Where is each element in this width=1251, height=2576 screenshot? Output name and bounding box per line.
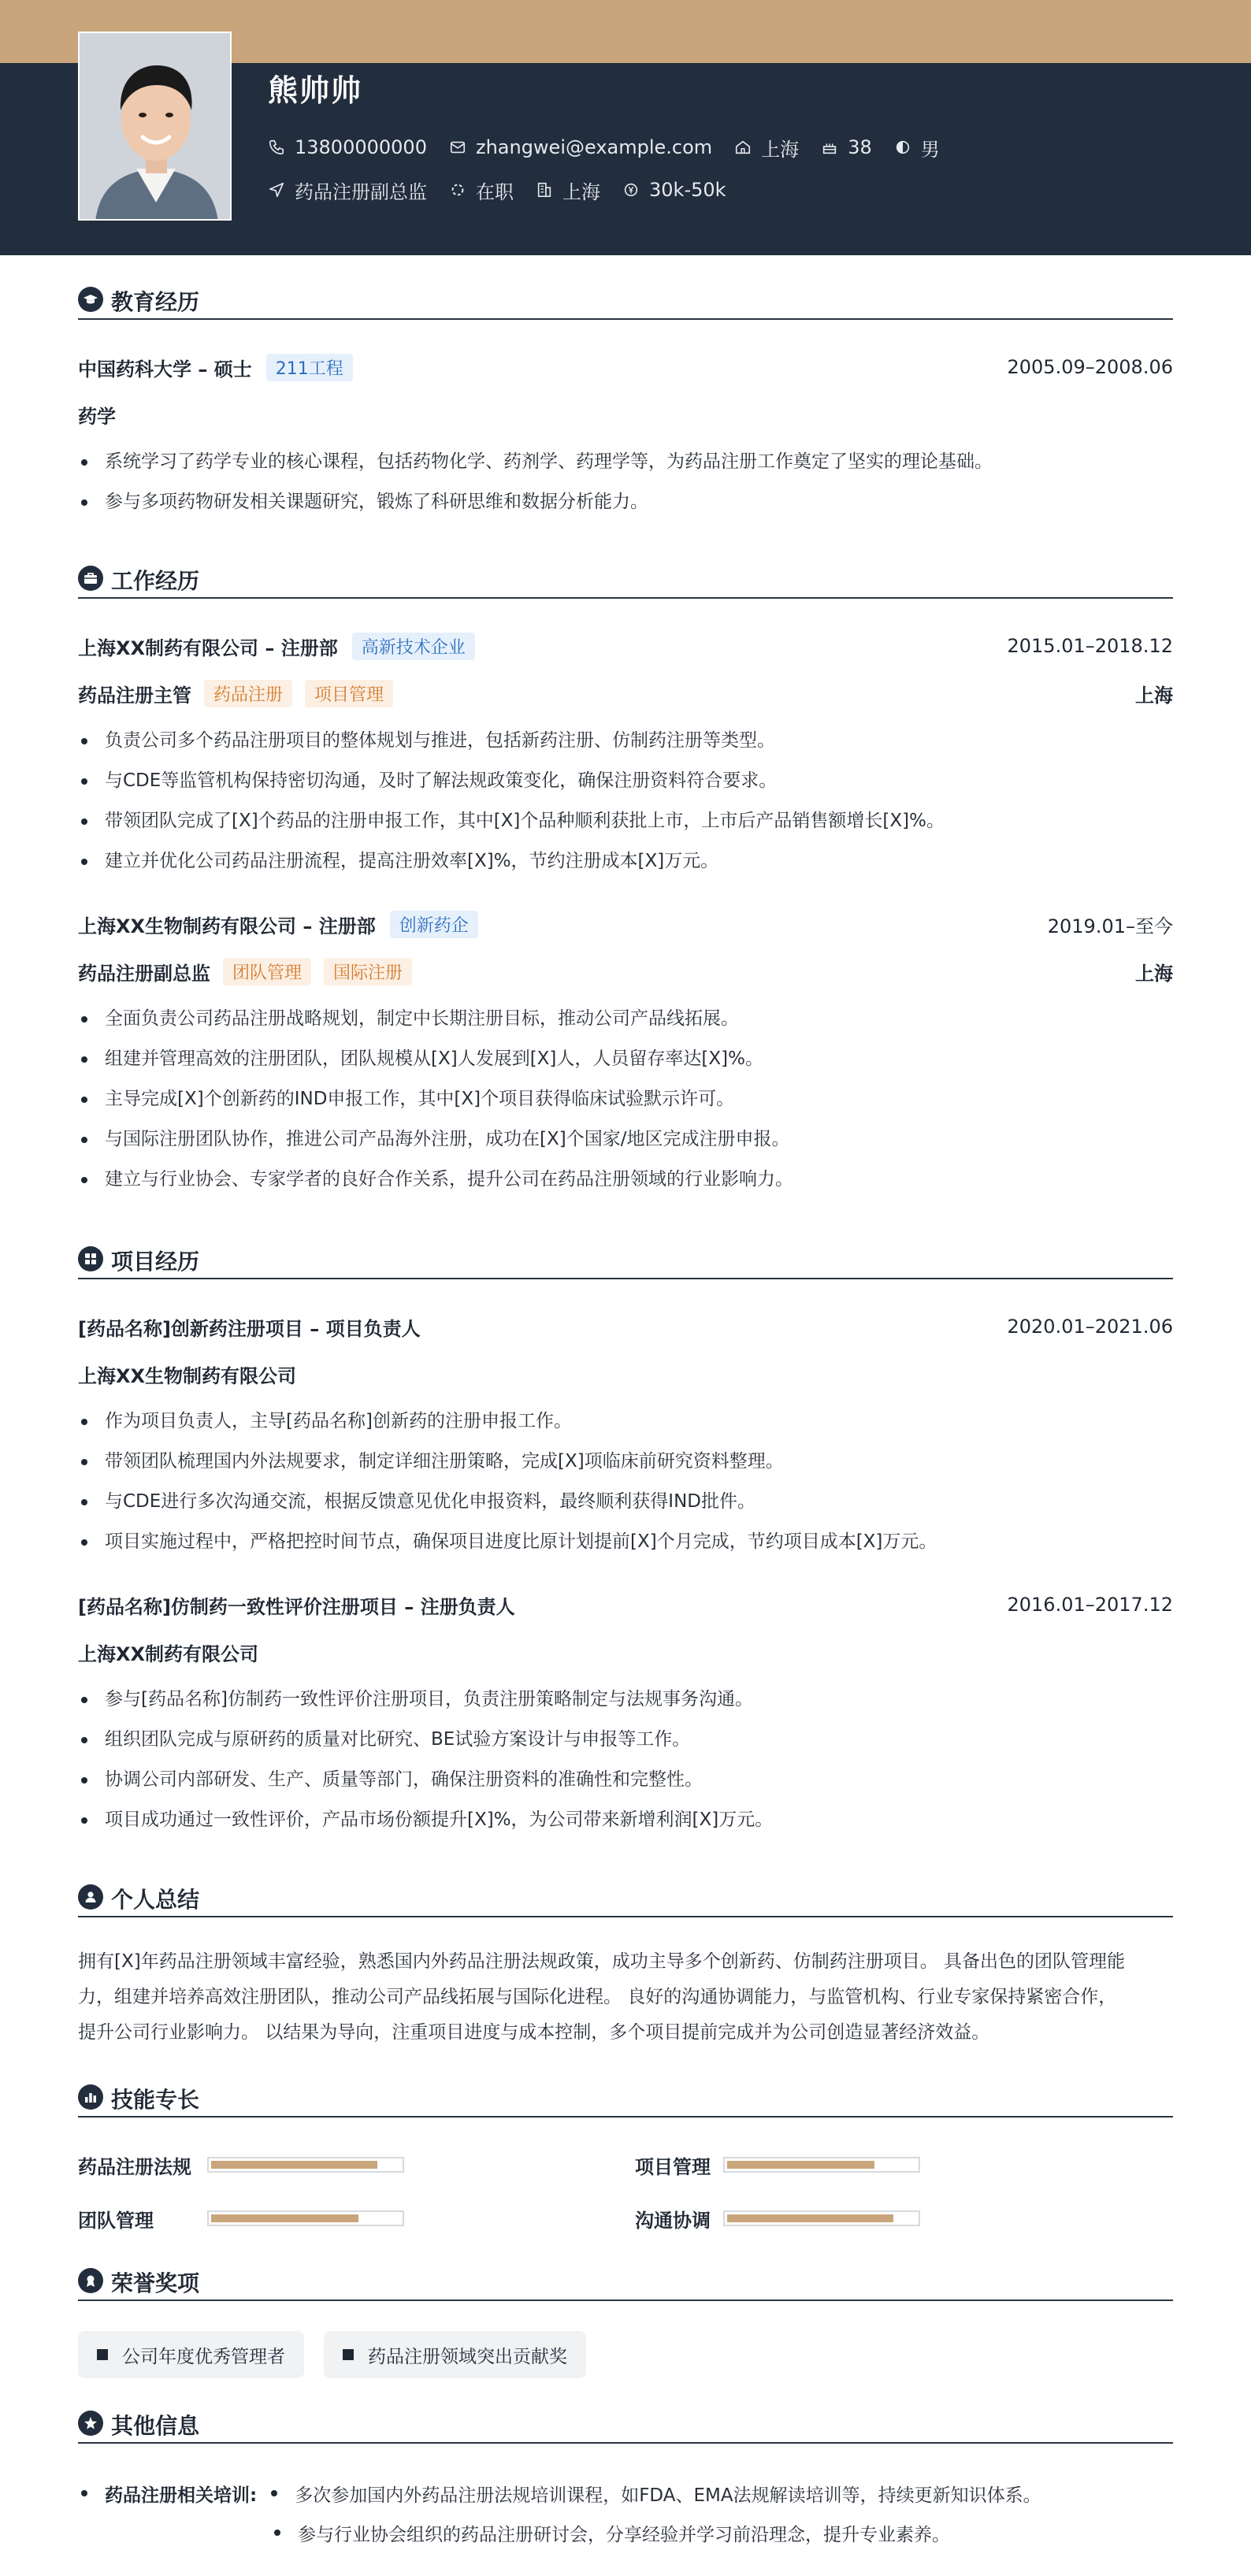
role-tag: 药品注册 <box>204 680 292 707</box>
other-item: 多次参加国内外药品注册法规培训课程，如FDA、EMA法规解读培训等，持续更新知识体系。 <box>295 2485 1041 2506</box>
graduation-cap-icon <box>78 287 103 312</box>
project-bullets <box>78 1680 1173 1840</box>
status-icon <box>449 181 466 199</box>
project-period: 2020.01–2021.06 <box>1007 1316 1173 1338</box>
education-header <box>78 282 1173 320</box>
phone-text: 13800000000 <box>295 136 427 158</box>
list-item: 协调公司内部研发、生产、质量等部门，确保注册资料的准确性和完整性。 <box>78 1760 1173 1800</box>
square-bullet-icon <box>97 2349 108 2360</box>
list-item: 项目实施过程中，严格把控时间节点，确保项目进度比原计划提前[X]个月完成，节约项目成本[X]万元。 <box>78 1522 1173 1562</box>
list-item: 与CDE等监管机构保持密切沟通，及时了解法规政策变化，确保注册资料符合要求。 <box>78 761 1173 801</box>
job-intent-row <box>268 176 726 203</box>
job-company-row <box>78 630 1173 662</box>
summary-header <box>78 1880 1173 1917</box>
company-tag: 高新技术企业 <box>352 633 475 660</box>
work-title: 工作经历 <box>111 568 200 594</box>
summary-text <box>78 1944 1173 2051</box>
contact-row <box>268 134 940 161</box>
award-item <box>324 2331 586 2378</box>
other-row <box>78 2474 1041 2513</box>
job-role: 药品注册主管 <box>78 684 191 707</box>
list-item: 带领团队梳理国内外法规要求，制定详细注册策略，完成[X]项临床前研究资料整理。 <box>78 1442 1173 1482</box>
job-period: 2015.01–2018.12 <box>1007 635 1173 657</box>
list-item: 作为项目负责人，主导[药品名称]创新药的注册申报工作。 <box>78 1401 1173 1442</box>
phone-info <box>268 136 427 158</box>
list-item: 负责公司多个药品注册项目的整体规划与推进，包括新药注册、仿制药注册等类型。 <box>78 721 1173 761</box>
target-city-info <box>536 176 600 204</box>
skill-bar-fill <box>727 2214 893 2222</box>
send-icon <box>268 181 285 199</box>
skill-name: 沟通协调 <box>635 2209 711 2232</box>
list-item: 全面负责公司药品注册战略规划，制定中长期注册目标，推动公司产品线拓展。 <box>78 999 1173 1039</box>
email-text: zhangwei@example.com <box>475 136 713 158</box>
list-item: 系统学习了药学专业的核心课程，包括药物化学、药剂学、药理学等，为药品注册工作奠定了坚实的理论基础。 <box>78 442 1173 482</box>
list-item: 与CDE进行多次沟通交流，根据反馈意见优化申报资料，最终顺利获得IND批件。 <box>78 1482 1173 1522</box>
summary-line: 力，组建并培养高效注册团队，推动公司产品线拓展与国际化进程。 良好的沟通协调能力，与监管机构、行业专家保持紧密合作， <box>78 1987 1117 2007</box>
project-company: 上海XX生物制药有限公司 <box>78 1364 297 1387</box>
summary-title: 个人总结 <box>111 1887 200 1913</box>
gender-icon <box>894 139 911 156</box>
grid-icon <box>78 1246 103 1271</box>
role-tag: 项目管理 <box>305 680 393 707</box>
bullet-dot <box>271 2490 277 2496</box>
skill-bar <box>207 2210 404 2226</box>
age-text: 38 <box>848 136 872 158</box>
job-company: 上海XX制药有限公司 – 注册部 <box>78 637 338 659</box>
list-item: 项目成功通过一致性评价，产品市场份额提升[X]%，为公司带来新增利润[X]万元。 <box>78 1800 1173 1840</box>
skill-bar-fill <box>727 2161 874 2169</box>
target-position-info <box>268 176 427 204</box>
job-company: 上海XX生物制药有限公司 – 注册部 <box>78 915 376 937</box>
list-item: 参与多项药物研发相关课题研究，锻炼了科研思维和数据分析能力。 <box>78 482 1173 522</box>
candidate-name: 熊帅帅 <box>268 73 363 108</box>
skill-name: 团队管理 <box>78 2209 154 2232</box>
projects-header <box>78 1242 1173 1279</box>
phone-icon <box>268 139 285 156</box>
skill-item <box>635 2203 920 2234</box>
status-info <box>449 176 514 204</box>
profile-photo <box>78 32 232 221</box>
hometown-info <box>734 134 799 161</box>
honors-list <box>78 2331 1173 2378</box>
status-text: 在职 <box>476 180 514 203</box>
award-item <box>78 2331 304 2378</box>
coin-icon <box>622 181 640 199</box>
cake-icon <box>821 139 838 156</box>
honors-header <box>78 2263 1173 2301</box>
skill-item <box>635 2149 920 2181</box>
gender-info <box>894 134 940 161</box>
skill-name: 药品注册法规 <box>78 2155 191 2178</box>
job-role-row <box>78 956 1173 987</box>
job-role: 药品注册副总监 <box>78 962 210 985</box>
job-bullets <box>78 721 1173 882</box>
other-item: 参与行业协会组织的药品注册研讨会，分享经验并学习前沿理念，提升专业素养。 <box>298 2524 950 2545</box>
skill-bar-fill <box>211 2161 377 2169</box>
project-bullets <box>78 1401 1173 1562</box>
skills-title: 技能专长 <box>111 2087 200 2113</box>
building-icon <box>536 181 553 199</box>
job-location: 上海 <box>1135 962 1173 985</box>
skills-header <box>78 2080 1173 2118</box>
other-title: 其他信息 <box>111 2413 200 2439</box>
person-icon <box>78 1884 103 1910</box>
company-tag: 创新药企 <box>390 911 478 938</box>
job-location: 上海 <box>1135 684 1173 707</box>
project-company: 上海XX制药有限公司 <box>78 1642 259 1665</box>
summary-line: 拥有[X]年药品注册领域丰富经验，熟悉国内外药品注册法规政策，成功主导多个创新药、仿制药注册项目。 具备出色的团队管理能 <box>78 1951 1126 1972</box>
skill-bar-fill <box>211 2214 358 2222</box>
honors-title: 荣誉奖项 <box>111 2270 200 2296</box>
other-header <box>78 2406 1173 2444</box>
project-company-row <box>78 1358 1173 1390</box>
award-text: 药品注册领域突出贡献奖 <box>368 2346 567 2367</box>
project-name: [药品名称]仿制药一致性评价注册项目 – 注册负责人 <box>78 1595 515 1618</box>
bullet-dot <box>274 2530 280 2536</box>
role-tag: 国际注册 <box>324 958 412 985</box>
list-item: 建立与行业协会、专家学者的良好合作关系，提升公司在药品注册领域的行业影响力。 <box>78 1160 1173 1200</box>
target-position-text: 药品注册副总监 <box>295 180 427 203</box>
job-role-row <box>78 677 1173 709</box>
square-bullet-icon <box>343 2349 354 2360</box>
info-icon <box>78 2411 103 2436</box>
education-period: 2005.09–2008.06 <box>1007 356 1173 378</box>
project-name-row <box>78 1589 1173 1620</box>
education-school-row <box>78 351 1173 383</box>
list-item: 组建并管理高效的注册团队，团队规模从[X]人发展到[X]人，人员留存率达[X]%。 <box>78 1039 1173 1079</box>
skill-item <box>78 2203 404 2234</box>
project-period: 2016.01–2017.12 <box>1007 1594 1173 1616</box>
salary-text: 30k-50k <box>649 179 726 201</box>
school-name: 中国药科大学 – 硕士 <box>78 358 252 380</box>
list-item: 组织团队完成与原研药的质量对比研究、BE试验方案设计与申报等工作。 <box>78 1720 1173 1760</box>
list-item: 主导完成[X]个创新药的IND申报工作，其中[X]个项目获得临床试验默示许可。 <box>78 1079 1173 1119</box>
skill-bar <box>723 2210 920 2226</box>
project-name: [药品名称]创新药注册项目 – 项目负责人 <box>78 1317 421 1340</box>
skill-bar <box>723 2157 920 2173</box>
job-period: 2019.01–至今 <box>1047 915 1173 937</box>
project-company-row <box>78 1636 1173 1668</box>
briefcase-icon <box>78 566 103 591</box>
hometown-text: 上海 <box>761 138 800 161</box>
project-name-row <box>78 1311 1173 1342</box>
age-info <box>821 136 872 158</box>
skill-name: 项目管理 <box>635 2155 711 2178</box>
other-row <box>274 2513 950 2552</box>
education-title: 教育经历 <box>111 289 200 315</box>
email-info <box>449 136 712 158</box>
skill-item <box>78 2149 404 2181</box>
home-icon <box>734 139 752 156</box>
major-name: 药学 <box>78 405 116 428</box>
list-item: 带领团队完成了[X]个药品的注册申报工作，其中[X]个品种顺利获批上市，上市后产品销售额增长[X]%。 <box>78 801 1173 841</box>
school-tag: 211工程 <box>266 354 353 381</box>
list-item: 建立并优化公司药品注册流程，提高注册效率[X]%，节约注册成本[X]万元。 <box>78 841 1173 882</box>
job-bullets <box>78 999 1173 1200</box>
job-company-row <box>78 908 1173 940</box>
skill-bar <box>207 2157 404 2173</box>
education-major-row <box>78 399 1173 430</box>
summary-line: 提升公司行业影响力。 以结果为导向，注重项目进度与成本控制，多个项目提前完成并为公司创造显著经济效益。 <box>78 2022 990 2043</box>
list-item: 与国际注册团队协作，推进公司产品海外注册，成功在[X]个国家/地区完成注册申报。 <box>78 1119 1173 1160</box>
avatar-illustration <box>80 33 232 221</box>
mail-icon <box>449 139 466 156</box>
target-city-text: 上海 <box>562 180 600 203</box>
award-icon <box>78 2268 103 2293</box>
other-label: 药品注册相关培训: <box>105 2485 258 2506</box>
projects-title: 项目经历 <box>111 1249 200 1275</box>
gender-text: 男 <box>920 138 940 161</box>
education-bullets <box>78 442 1173 522</box>
bullet-dot <box>81 2490 87 2496</box>
salary-info <box>622 179 726 201</box>
award-text: 公司年度优秀管理者 <box>122 2346 285 2367</box>
chart-icon <box>78 2084 103 2110</box>
role-tag: 团队管理 <box>223 958 311 985</box>
work-header <box>78 561 1173 599</box>
list-item: 参与[药品名称]仿制药一致性评价注册项目，负责注册策略制定与法规事务沟通。 <box>78 1680 1173 1720</box>
